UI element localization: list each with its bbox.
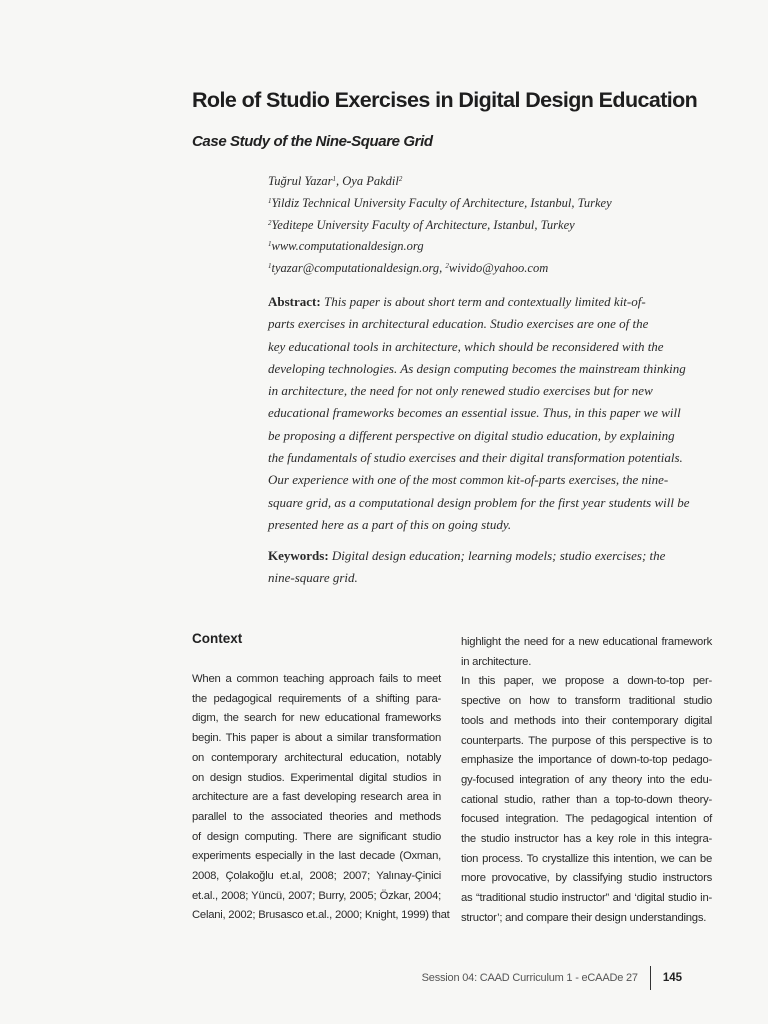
author-separator: , (336, 174, 343, 188)
page-footer (422, 966, 682, 990)
abstract-line: key educational tools in architecture, which should be reconsidered with the (268, 338, 664, 354)
author-name: Tuğrul Yazar (268, 174, 333, 188)
body-line: spective on how to transform traditional studio (461, 695, 712, 708)
keywords (268, 545, 716, 590)
website-link[interactable]: www.computationaldesign.org (271, 239, 424, 254)
email-line (268, 258, 738, 280)
abstract-line: the fundamentals of studio exercises and their digital transformation potentials. (268, 450, 683, 466)
session-label: Session 04: CAAD Curriculum 1 - eCAADe 27 (421, 972, 638, 984)
affiliation-text: Yeditepe University Faculty of Architecture, Istanbul, Turkey (271, 217, 575, 232)
body-line: the studio instructor has a key role in this integra- (461, 833, 712, 846)
author-block (268, 171, 738, 280)
abstract-line: square grid, as a computational design problem for the first year students will be (268, 494, 690, 510)
affiliation-superscript: 1 (268, 196, 272, 205)
body-line: et.al., 2008; Yüncü, 2007; Burry, 2005; Özkar, 2004; (192, 889, 441, 902)
body-line: tools and methods into their contemporary digital (461, 714, 712, 727)
affiliation-superscript: 1 (268, 240, 272, 249)
keywords-label: Keywords: (268, 548, 329, 563)
affiliation-line (268, 215, 738, 237)
body-line: parallel to the associated theories and methods (192, 810, 441, 823)
body-line: more provocative, by classifying studio instructors (461, 872, 712, 885)
email-superscript: 2 (445, 262, 449, 271)
author-superscript: 1 (332, 175, 337, 183)
body-line: in architecture. (461, 655, 532, 668)
email-superscript: 1 (268, 262, 272, 271)
footer-divider (650, 966, 651, 990)
affiliation-text: Yildiz Technical University Faculty of Architecture, Istanbul, Turkey (271, 195, 612, 210)
body-line: on design studios. Experimental digital studios in (192, 771, 441, 784)
email-link[interactable]: wivido@yahoo.com (448, 261, 549, 276)
body-line: of design computing. There are significant studio (192, 830, 441, 843)
abstract (268, 291, 716, 536)
abstract-line: developing technologies. As design computing becomes the mainstream thinking (268, 360, 686, 376)
body-line: emphasize the importance of down-to-top pedago- (461, 754, 712, 767)
email-link[interactable]: tyazar@computationaldesign.org, (271, 261, 446, 276)
keywords-line: nine-square grid. (268, 570, 358, 586)
paper-title: Role of Studio Exercises in Digital Design Education (192, 88, 698, 112)
author-superscript: 2 (398, 175, 403, 183)
keywords-line: Keywords: Digital design education; learning models; studio exercises; the (268, 548, 666, 563)
section-heading: Context (192, 631, 243, 646)
abstract-line: Our experience with one of the most common kit-of-parts exercises, the nine- (268, 472, 669, 488)
body-line: counterparts. The purpose of this perspective is to (461, 734, 712, 747)
body-line: When a common teaching approach fails to meet (192, 673, 441, 685)
body-line: highlight the need for a new educational framework (461, 636, 712, 648)
affiliation-superscript: 2 (268, 218, 272, 227)
abstract-line: parts exercises in architectural education. Studio exercises are one of the (268, 316, 649, 332)
author-name: Oya Pakdil (342, 174, 399, 188)
body-line: digm, the search for new educational frameworks (192, 712, 441, 725)
affiliation-line (268, 193, 738, 215)
body-line: Celani, 2002; Brusasco et.al., 2000; Knight, 1999) that (192, 909, 450, 922)
body-line: gy-focused integration of any theory into the edu- (461, 773, 712, 786)
authors-line (268, 171, 738, 193)
body-line: the pedagogical requirements of a shifting para- (192, 692, 441, 705)
body-line: structor’; and compare their design understandings. (461, 911, 707, 924)
paper-subtitle: Case Study of the Nine-Square Grid (192, 133, 433, 150)
body-line: on contemporary architectural education, notably (192, 751, 441, 764)
body-line: experiments especially in the last decade (Oxman, (192, 850, 441, 863)
website-line (268, 236, 738, 258)
abstract-line: in architecture, the need for not only renewed studio exercises but for new (268, 383, 653, 399)
body-line: begin. This paper is about a similar transformation (192, 732, 441, 745)
abstract-line: educational frameworks becomes an essential issue. Thus, in this paper we will (268, 405, 681, 421)
body-column-left (192, 670, 450, 926)
body-line: architecture are a fast developing research area in (192, 791, 441, 804)
abstract-line: be proposing a different perspective on digital studio education, by explaining (268, 427, 675, 443)
body-line: In this paper, we propose a down-to-top per- (461, 675, 712, 688)
abstract-label: Abstract: (268, 294, 321, 309)
body-line: 2008, Çolakoğlu et.al, 2008; 2007; Yalınay-Çinici (192, 870, 441, 883)
body-line: cational studio, rather than a top-to-down theory- (461, 793, 712, 806)
body-line: focused integration. The pedagogical intention of (461, 813, 712, 826)
abstract-line: Abstract: This paper is about short term and contextually limited kit-of- (268, 294, 646, 309)
abstract-line: presented here as a part of this on going study. (268, 516, 512, 532)
page-number: 145 (662, 972, 682, 984)
body-column-right (461, 633, 712, 929)
body-line: tion process. To crystallize this intention, we can be (461, 852, 712, 865)
body-line: as “traditional studio instructor” and ‘digital studio in- (461, 892, 712, 905)
